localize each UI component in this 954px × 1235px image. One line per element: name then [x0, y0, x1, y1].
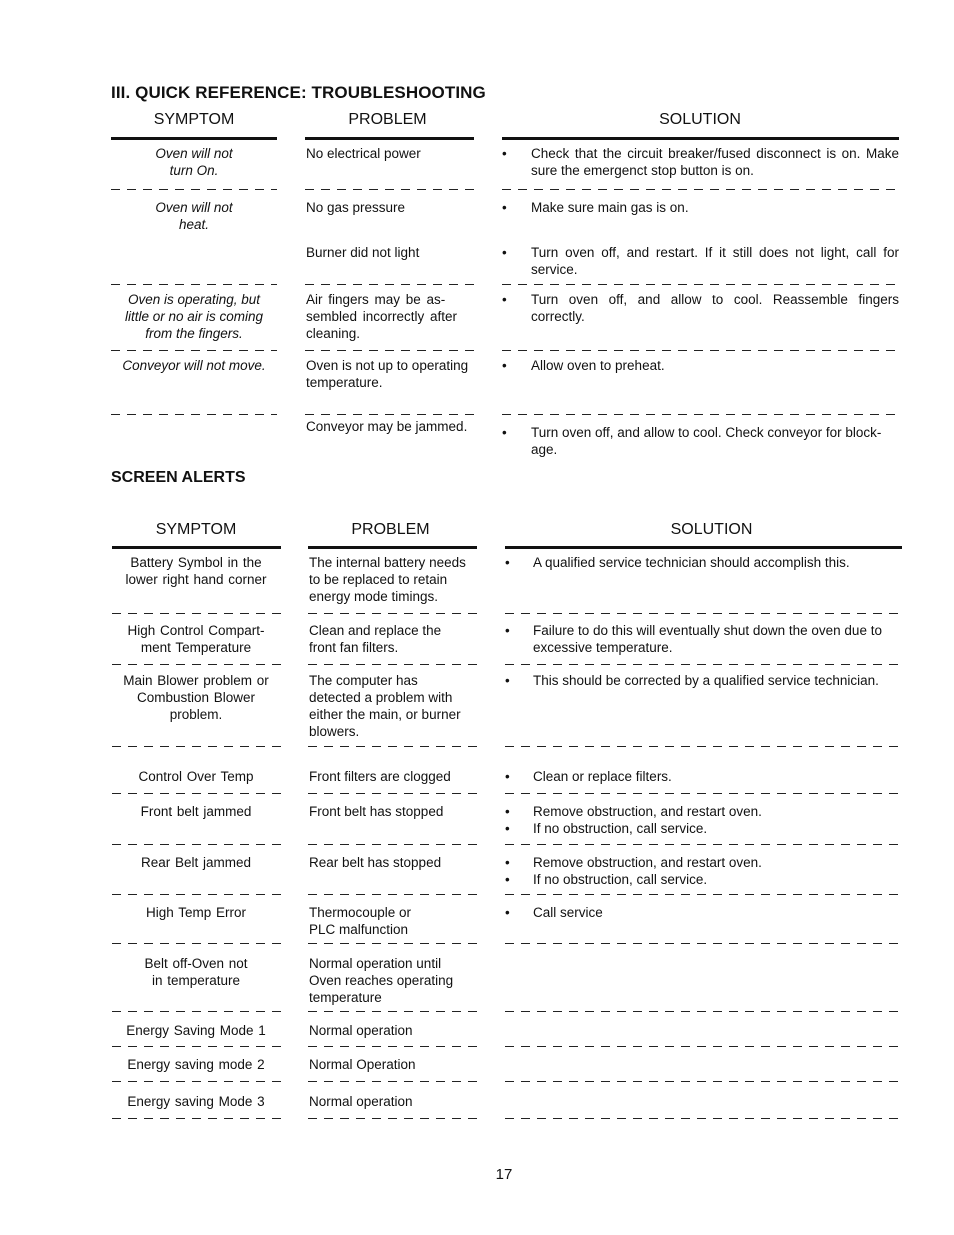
bullet-icon: •: [505, 872, 510, 887]
bullet-icon: •: [502, 425, 507, 440]
symptom-cell: High Temp Error: [145, 905, 247, 920]
problem-cell: Front filters are clogged: [309, 769, 451, 784]
symptom-cell: Energy Saving Mode 1: [126, 1023, 266, 1038]
solution-text: Failure to do this will eventually shut down the oven due to excessive temperature.: [533, 623, 882, 655]
symptom-cell: Energy saving mode 2: [127, 1057, 265, 1072]
column-header-problem: PROBLEM: [348, 111, 427, 128]
bullet-icon: •: [502, 292, 507, 307]
solution-item: [502, 291, 899, 325]
row-divider: [505, 894, 902, 895]
column-header-problem: PROBLEM: [351, 521, 430, 538]
problem-cell: Oven is not up to operating temperature.: [306, 358, 469, 390]
row-divider: [112, 844, 281, 845]
solution-text: This should be corrected by a qualified service technician.: [533, 673, 879, 688]
solution-item: [502, 145, 899, 179]
solution-text: Turn oven off, and allow to cool. Reassemble fingers correctly.: [531, 292, 899, 324]
header-rule: [505, 546, 902, 549]
row-divider: [505, 746, 902, 747]
symptom-cell: Control Over Temp: [138, 769, 254, 784]
solution-text: If no obstruction, call service.: [533, 821, 708, 836]
problem-cell: Normal operation: [309, 1094, 413, 1109]
header-rule: [305, 137, 474, 140]
symptom-cell: Battery Symbol in the lower right hand corner: [125, 555, 267, 587]
row-divider: [305, 284, 474, 285]
row-divider: [112, 793, 281, 794]
header-rule: [111, 137, 277, 140]
problem-cell: Clean and replace the front fan filters.: [309, 623, 442, 655]
row-divider: [505, 844, 902, 845]
header-rule: [308, 546, 477, 549]
row-divider: [505, 793, 902, 794]
solution-text: Turn oven off, and restart. If it still does not light, call for service.: [531, 245, 899, 277]
problem-cell: No gas pressure: [306, 200, 406, 215]
solution-text: Make sure main gas is on.: [531, 200, 689, 215]
section-title-screen-alerts: SCREEN ALERTS: [111, 469, 246, 486]
bullet-icon: •: [502, 245, 507, 260]
solution-text: Clean or replace filters.: [533, 769, 672, 784]
solution-item: [505, 820, 902, 854]
row-divider: [112, 894, 281, 895]
bullet-icon: •: [505, 555, 510, 570]
column-header-symptom: SYMPTOM: [155, 521, 237, 538]
row-divider: [112, 1081, 281, 1082]
row-divider: [112, 613, 281, 614]
solution-text: A qualified service technician should accomplish this.: [533, 555, 850, 570]
symptom-cell: Oven will not heat.: [155, 200, 233, 232]
row-divider: [112, 943, 281, 944]
bullet-icon: •: [505, 804, 510, 819]
problem-cell: Air fingers may be as- sembled incorrectly after cleaning.: [306, 292, 458, 341]
solution-item: [502, 357, 899, 374]
symptom-cell: Oven will not turn On.: [155, 146, 233, 178]
solution-text: Call service: [533, 905, 603, 920]
row-divider: [308, 664, 477, 665]
bullet-icon: •: [502, 358, 507, 373]
bullet-icon: •: [502, 200, 507, 215]
row-divider: [305, 189, 474, 190]
problem-cell: The computer has detected a problem with either the main, or burner blowers.: [309, 673, 461, 739]
row-divider: [505, 1081, 902, 1082]
bullet-icon: •: [505, 821, 510, 836]
row-divider: [112, 1011, 281, 1012]
row-divider: [502, 414, 899, 415]
symptom-cell: Belt off-Oven not in temperature: [144, 956, 248, 988]
problem-cell: Burner did not light: [306, 245, 420, 260]
row-divider: [502, 284, 899, 285]
solution-item: [502, 244, 899, 278]
row-divider: [308, 943, 477, 944]
row-divider: [505, 1011, 902, 1012]
section-title-troubleshooting: III. QUICK REFERENCE: TROUBLESHOOTING: [111, 83, 486, 102]
problem-cell: Normal Operation: [309, 1057, 416, 1072]
row-divider: [305, 350, 474, 351]
problem-cell: Thermocouple or PLC malfunction: [309, 905, 412, 937]
column-header-solution: SOLUTION: [659, 111, 741, 128]
row-divider: [111, 189, 277, 190]
row-divider: [112, 1118, 281, 1119]
problem-cell: Front belt has stopped: [309, 804, 444, 819]
problem-cell: Normal operation: [309, 1023, 413, 1038]
solution-text: Check that the circuit breaker/fused disconnect is on. Make sure the emergenct stop button is on.: [531, 146, 899, 178]
bullet-icon: •: [505, 905, 510, 920]
problem-cell: Rear belt has stopped: [309, 855, 442, 870]
solution-item: [505, 554, 902, 588]
row-divider: [505, 664, 902, 665]
row-divider: [308, 1011, 477, 1012]
row-divider: [505, 943, 902, 944]
row-divider: [308, 1046, 477, 1047]
solution-text: Turn oven off, and allow to cool. Check conveyor for block- age.: [531, 425, 882, 457]
row-divider: [308, 746, 477, 747]
row-divider: [111, 414, 277, 415]
solution-text: Allow oven to preheat.: [531, 358, 665, 373]
row-divider: [112, 746, 281, 747]
problem-cell: The internal battery needs to be replaced to retain energy mode timings.: [309, 555, 466, 604]
solution-item: [505, 622, 902, 656]
solution-item: [502, 424, 899, 458]
row-divider: [111, 284, 277, 285]
row-divider: [308, 613, 477, 614]
row-divider: [111, 350, 277, 351]
symptom-cell: Rear Belt jammed: [140, 855, 252, 870]
row-divider: [112, 1046, 281, 1047]
row-divider: [112, 664, 281, 665]
bullet-icon: •: [505, 769, 510, 784]
row-divider: [502, 189, 899, 190]
row-divider: [308, 793, 477, 794]
row-divider: [505, 613, 902, 614]
bullet-icon: •: [505, 623, 510, 638]
symptom-cell: Energy saving Mode 3: [127, 1094, 265, 1109]
row-divider: [505, 1046, 902, 1047]
symptom-cell: High Control Compart- ment Temperature: [127, 623, 265, 655]
bullet-icon: •: [502, 146, 507, 161]
symptom-cell: Oven is operating, but little or no air is coming from the fingers.: [124, 292, 264, 341]
solution-text: If no obstruction, call service.: [533, 872, 708, 887]
row-divider: [505, 1118, 902, 1119]
solution-item: [505, 904, 902, 938]
row-divider: [502, 350, 899, 351]
symptom-cell: Front belt jammed: [140, 804, 252, 819]
solution-item: [502, 199, 899, 216]
row-divider: [308, 1118, 477, 1119]
header-rule: [502, 137, 899, 140]
symptom-cell: Conveyor will not move.: [122, 358, 266, 373]
page-number: 17: [495, 1166, 513, 1183]
row-divider: [305, 414, 474, 415]
problem-cell: Conveyor may be jammed.: [306, 419, 468, 434]
solution-item: [505, 672, 902, 706]
solution-item: [505, 871, 902, 905]
row-divider: [308, 1081, 477, 1082]
problem-cell: No electrical power: [306, 146, 421, 161]
column-header-symptom: SYMPTOM: [153, 111, 235, 128]
solution-text: Remove obstruction, and restart oven.: [533, 804, 762, 819]
header-rule: [112, 546, 281, 549]
row-divider: [308, 844, 477, 845]
bullet-icon: •: [505, 855, 510, 870]
solution-item: [505, 768, 902, 802]
row-divider: [308, 894, 477, 895]
bullet-icon: •: [505, 673, 510, 688]
column-header-solution: SOLUTION: [670, 521, 753, 538]
problem-cell: Normal operation until Oven reaches operating temperature: [309, 956, 454, 1005]
solution-text: Remove obstruction, and restart oven.: [533, 855, 762, 870]
symptom-cell: Main Blower problem or Combustion Blower problem.: [123, 673, 269, 722]
